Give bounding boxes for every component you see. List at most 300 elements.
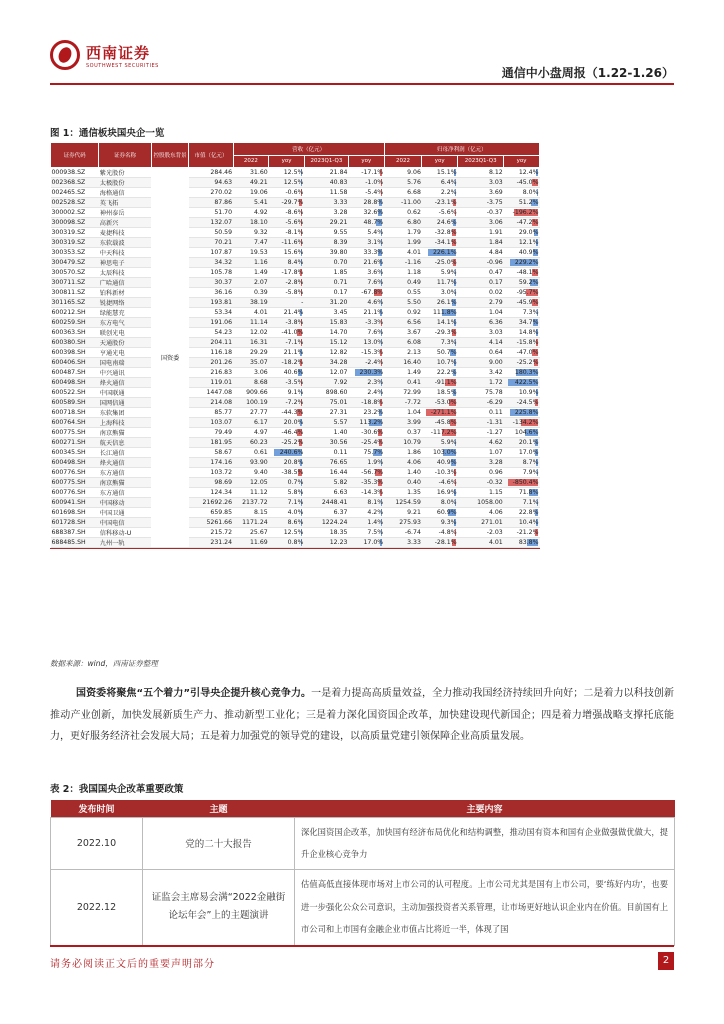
cell-np-2022	[384, 248, 422, 258]
cell-rev-yoy	[269, 358, 305, 368]
cell-rev-yoy	[269, 428, 305, 438]
cell-value: 3.1%	[367, 239, 384, 246]
cell-value: 300319.SZ	[51, 229, 86, 236]
cell-rev-yoy	[269, 178, 305, 188]
cell-np-yoy	[422, 398, 458, 408]
cell-value: 6.68	[407, 189, 421, 196]
cell-rev-2023	[304, 398, 348, 408]
cell-value: 600406.SH	[51, 359, 86, 366]
cell-value: 1254.59	[395, 499, 421, 506]
logo-name-cn: 西南证券	[86, 43, 151, 62]
cell-rev-2023	[304, 308, 348, 318]
cell-np-yoy	[422, 388, 458, 398]
cell-value: 8.12	[488, 169, 503, 176]
cell-value: 15.6%	[283, 249, 304, 256]
table-row	[51, 528, 540, 538]
cell-rev-2022	[233, 188, 269, 198]
cell-value: -10.3%	[434, 469, 457, 476]
cell-rev-yoy2	[348, 278, 384, 288]
cell-rev-yoy2	[348, 188, 384, 198]
table-row	[51, 398, 540, 408]
table-row	[51, 378, 540, 388]
cell-mcap	[189, 418, 233, 428]
cell-value: -14.3%	[361, 489, 384, 496]
cell-value: -6.74	[404, 529, 421, 536]
cell-np-2022	[384, 188, 422, 198]
cell-rev-yoy2	[348, 508, 384, 518]
cell-mcap	[189, 298, 233, 308]
cell-value: 688387.SH	[51, 529, 86, 536]
cell-value: 8.0%	[522, 189, 539, 196]
cell-value: 5.4%	[367, 229, 384, 236]
cell-value: 南京熊猫	[99, 430, 125, 437]
cell-value: 6.37	[333, 509, 348, 516]
cell-np-2022	[384, 448, 422, 458]
cell-value: -15.8%	[516, 339, 539, 346]
cell-value: 8.1%	[367, 499, 384, 506]
cell-value: 0.92	[407, 309, 421, 316]
cell-value: 898.60	[325, 389, 348, 396]
cell-np-2022	[384, 388, 422, 398]
cell-mcap	[189, 318, 233, 328]
cell-rev-2023	[304, 438, 348, 448]
cell-mcap	[189, 268, 233, 278]
cell-mcap	[189, 398, 233, 408]
table-row	[51, 348, 540, 358]
cell-value: 1.35	[407, 489, 421, 496]
cell-mcap	[189, 468, 233, 478]
cell-rev-yoy	[269, 278, 305, 288]
cell-value: 0.49	[407, 279, 421, 286]
cell-value: 2.3%	[367, 379, 384, 386]
cell-value: 4.6%	[367, 299, 384, 306]
cell-rev-2022	[233, 288, 269, 298]
cell-value: 东方电气	[99, 320, 125, 327]
cell-np-yoy2	[504, 308, 540, 318]
cell-np-yoy	[422, 318, 458, 328]
table-row	[51, 408, 540, 418]
cell-rev-yoy2	[348, 358, 384, 368]
cell-np-yoy2	[504, 198, 540, 208]
cell-rev-2022	[233, 278, 269, 288]
cell-name	[99, 328, 151, 338]
cell-np-yoy	[422, 168, 458, 178]
cell-rev-2023	[304, 478, 348, 488]
cell-value: 3.99	[407, 419, 421, 426]
cell-value: 1.99	[407, 239, 421, 246]
cell-value: 12.4%	[518, 169, 539, 176]
cell-value: 9.55	[333, 229, 348, 236]
cell-mcap	[189, 408, 233, 418]
cell-rev-2023	[304, 428, 348, 438]
table-row	[51, 258, 540, 268]
cell-value: 0.11	[333, 449, 348, 456]
cell-value: 联创光电	[99, 330, 125, 337]
cell-np-2023	[458, 168, 504, 178]
cell-value: 6.63	[333, 489, 348, 496]
cell-rev-2022	[233, 388, 269, 398]
figure-title: 图 1：通信板块国央企一览	[50, 128, 165, 139]
cell-rev-yoy2	[348, 488, 384, 498]
cell-value: -95.7%	[516, 289, 539, 296]
cell-mcap	[189, 478, 233, 488]
cell-np-2023	[458, 458, 504, 468]
cell-value: 51.70	[214, 209, 233, 216]
cell-np-yoy	[422, 498, 458, 508]
cell-mcap	[189, 258, 233, 268]
cell-rev-2022	[233, 298, 269, 308]
cell-np-2023	[458, 418, 504, 428]
cell-value: -5.4%	[365, 189, 384, 196]
header-code: 证券代码	[51, 143, 99, 168]
cell-np-yoy	[422, 528, 458, 538]
cell-rev-2022	[233, 528, 269, 538]
cell-code	[51, 488, 99, 498]
cell-controller: 国资委	[151, 168, 189, 548]
cell-rev-2023	[304, 218, 348, 228]
cell-np-2023	[458, 518, 504, 528]
header-np-yoy: yoy	[422, 155, 458, 168]
cell-rev-yoy	[269, 468, 305, 478]
cell-value: 3.33	[333, 199, 348, 206]
cell-value: -41.0%	[281, 329, 304, 336]
cell-value: 7.3%	[440, 339, 457, 346]
cell-rev-yoy2	[348, 218, 384, 228]
cell-value: -47.2%	[516, 219, 539, 226]
cell-value: 191.06	[210, 319, 233, 326]
cell-value: -3.3%	[365, 319, 384, 326]
cell-np-yoy2	[504, 188, 540, 198]
cell-name	[99, 518, 151, 528]
cell-value: 75.01	[329, 399, 348, 406]
cell-rev-yoy2	[348, 328, 384, 338]
cell-np-2022	[384, 408, 422, 418]
cell-value: -1.0%	[365, 179, 384, 186]
cell-value: 0.71	[333, 279, 348, 286]
cell-np-2022	[384, 298, 422, 308]
cell-name	[99, 468, 151, 478]
cell-mcap	[189, 438, 233, 448]
cell-value: 35.07	[250, 359, 268, 366]
cell-value: 12.82	[329, 349, 348, 356]
cell-np-yoy2	[504, 278, 540, 288]
cell-np-2023	[458, 258, 504, 268]
cell-rev-2023	[304, 288, 348, 298]
cell-rev-yoy2	[348, 498, 384, 508]
cell-value: 105.78	[210, 269, 233, 276]
cell-value: 1.79	[407, 229, 421, 236]
cell-np-yoy	[422, 208, 458, 218]
cell-rev-2022	[233, 508, 269, 518]
cell-mcap	[189, 288, 233, 298]
cell-value: 201.26	[210, 359, 233, 366]
cell-np-yoy2	[504, 338, 540, 348]
cell-value: 铂科新材	[99, 290, 125, 297]
cell-np-yoy2	[504, 418, 540, 428]
cell-value: 204.11	[210, 339, 233, 346]
header-np-2022: 2022	[384, 155, 422, 168]
cell-rev-yoy	[269, 168, 305, 178]
cell-value: 29.21	[329, 219, 348, 226]
report-title: 通信中小盘周报（1.22-1.26）	[501, 66, 674, 80]
cell-value: 98.69	[214, 479, 233, 486]
cell-np-2022	[384, 488, 422, 498]
cell-rev-2023	[304, 448, 348, 458]
cell-value: 1.9%	[367, 459, 384, 466]
cell-np-yoy	[422, 538, 458, 548]
cell-rev-2022	[233, 428, 269, 438]
cell-value: 22.2%	[436, 369, 457, 376]
cell-value: 神思电子	[99, 260, 125, 267]
cell-mcap	[189, 348, 233, 358]
cell-np-2023	[458, 278, 504, 288]
cell-rev-2022	[233, 408, 269, 418]
cell-value: 225.8%	[514, 409, 539, 416]
cell-np-yoy	[422, 188, 458, 198]
cell-value: 27.31	[329, 409, 348, 416]
cell-value: -8.1%	[285, 229, 304, 236]
cell-rev-2022	[233, 498, 269, 508]
cell-value: 48.7%	[363, 219, 384, 226]
cell-value: 4.01	[407, 249, 421, 256]
cell-value: 0.17	[333, 289, 348, 296]
cell-value: 40.83	[329, 179, 348, 186]
cell-value: 28.8%	[363, 199, 384, 206]
cell-np-yoy	[422, 238, 458, 248]
cell-value: 8.4%	[287, 259, 304, 266]
cell-value: 25.67	[250, 529, 268, 536]
cell-value: -4.8%	[438, 529, 457, 536]
cell-value: 2.4%	[367, 389, 384, 396]
cell-value: 16.31	[250, 339, 268, 346]
cell-value: 226.1%	[432, 249, 457, 256]
cell-value: 1.04	[407, 409, 421, 416]
cell-np-2023	[458, 368, 504, 378]
cell-value: 9.3%	[440, 519, 457, 526]
cell-value: 广哈通信	[99, 280, 125, 287]
cell-np-yoy2	[504, 378, 540, 388]
cell-value: -5.6%	[438, 209, 457, 216]
cell-value: 300711.SZ	[51, 279, 86, 286]
figure-source: 数据来源：wind，西南证券整理	[50, 659, 158, 668]
table-row	[51, 478, 540, 488]
cell-value: -	[301, 299, 304, 306]
cell-rev-2023	[304, 498, 348, 508]
cell-value: -45.9%	[516, 299, 539, 306]
cell-code	[51, 188, 99, 198]
cell-np-2023	[458, 298, 504, 308]
cell-value: 600259.SH	[51, 319, 86, 326]
cell-value: 601728.SH	[51, 519, 86, 526]
cell-np-yoy	[422, 408, 458, 418]
cell-rev-yoy2	[348, 388, 384, 398]
cell-value: 1.86	[407, 449, 421, 456]
cell-value: 3.06	[488, 219, 503, 226]
cell-np-2023	[458, 498, 504, 508]
cell-np-2023	[458, 508, 504, 518]
cell-value: 9.21	[407, 509, 421, 516]
cell-value: 12.02	[250, 329, 268, 336]
cell-np-2023	[458, 178, 504, 188]
cell-name	[99, 198, 151, 208]
cell-value: 600363.SH	[51, 329, 86, 336]
cell-value: 12.1%	[518, 239, 539, 246]
cell-value: -25.4%	[361, 439, 384, 446]
table-row	[51, 518, 540, 528]
cell-code	[51, 328, 99, 338]
cell-value: 600212.SH	[51, 309, 86, 316]
cell-code	[51, 388, 99, 398]
cell-value: 烽火通信	[99, 380, 125, 387]
cell-np-yoy2	[504, 488, 540, 498]
paragraph-lead: 国资委将聚焦“五个着力”引导央企提升核心竞争力。	[76, 688, 312, 699]
cell-value: -15.3%	[361, 349, 384, 356]
cell-value: 1.49	[253, 269, 268, 276]
cell-value: 284.46	[210, 169, 233, 176]
cell-value: 58.67	[214, 449, 233, 456]
cell-value: 5261.66	[206, 519, 233, 526]
cell-code	[51, 308, 99, 318]
cell-rev-yoy2	[348, 208, 384, 218]
cell-code	[51, 538, 99, 548]
cell-np-yoy2	[504, 408, 540, 418]
cell-value: 7.5%	[367, 529, 384, 536]
cell-value: 紫光股份	[99, 170, 125, 177]
cell-value: 4.14	[488, 339, 503, 346]
cell-np-2023	[458, 248, 504, 258]
cell-value: 1.40	[333, 429, 348, 436]
cell-rev-2022	[233, 438, 269, 448]
cell-value: 12.23	[329, 539, 348, 546]
cell-np-yoy	[422, 298, 458, 308]
cell-value: 东方通信	[99, 490, 125, 497]
cell-rev-2022	[233, 448, 269, 458]
cell-code	[51, 298, 99, 308]
footer-disclaimer: 请务必阅读正文后的重要声明部分	[50, 959, 215, 970]
cell-rev-2022	[233, 268, 269, 278]
cell-value: 59.2%	[518, 279, 539, 286]
policy-topic: 党的二十大报告	[143, 817, 295, 869]
cell-value: 193.81	[210, 299, 233, 306]
cell-np-yoy2	[504, 248, 540, 258]
cell-value: 15.1%	[436, 169, 457, 176]
cell-name	[99, 188, 151, 198]
cell-np-2023	[458, 268, 504, 278]
cell-value: 34.32	[214, 259, 233, 266]
cell-name	[99, 278, 151, 288]
cell-value: -7.72	[404, 399, 421, 406]
cell-value: 50.7%	[436, 349, 457, 356]
cell-value: 002368.SZ	[51, 179, 86, 186]
cell-rev-2022	[233, 198, 269, 208]
cell-value: -7.2%	[285, 399, 304, 406]
cell-code	[51, 498, 99, 508]
cell-mcap	[189, 498, 233, 508]
cell-np-yoy	[422, 328, 458, 338]
cell-name	[99, 218, 151, 228]
header-profit-group: 归母净利润（亿元）	[384, 143, 539, 156]
cell-value: 300811.SZ	[51, 289, 86, 296]
cell-value: 7.6%	[367, 279, 384, 286]
cell-value: 1058.00	[477, 499, 503, 506]
cell-rev-yoy2	[348, 178, 384, 188]
cell-np-yoy	[422, 228, 458, 238]
cell-rev-yoy2	[348, 238, 384, 248]
cell-value: 34.28	[329, 359, 348, 366]
cell-name	[99, 208, 151, 218]
cell-np-yoy2	[504, 218, 540, 228]
cell-mcap	[189, 198, 233, 208]
header-rev-yoy: yoy	[269, 155, 305, 168]
cell-value: -28.1%	[434, 539, 457, 546]
cell-value: -35.3%	[361, 479, 384, 486]
header-name: 证券名称	[99, 143, 151, 168]
cell-mcap	[189, 328, 233, 338]
cell-rev-yoy2	[348, 298, 384, 308]
cell-value: 神州泰岳	[99, 210, 125, 217]
cell-np-yoy2	[504, 508, 540, 518]
cell-rev-yoy	[269, 498, 305, 508]
cell-mcap	[189, 208, 233, 218]
cell-rev-yoy	[269, 448, 305, 458]
cell-rev-yoy2	[348, 348, 384, 358]
cell-value: -0.37	[486, 209, 503, 216]
cell-np-yoy2	[504, 348, 540, 358]
cell-value: 300570.SZ	[51, 269, 86, 276]
cell-value: 11.7%	[436, 279, 457, 286]
header-revenue-group: 营收（亿元）	[233, 143, 384, 156]
cell-np-2022	[384, 268, 422, 278]
cell-value: 英飞拓	[99, 200, 119, 207]
cell-value: 75.78	[485, 389, 503, 396]
cell-value: 国网信通	[99, 400, 125, 407]
cell-value: 太辰科技	[99, 270, 125, 277]
cell-code	[51, 238, 99, 248]
soe-table-body	[51, 168, 540, 548]
policy-content: 估值高低直接体现市场对上市公司的认可程度。上市公司尤其是国有上市公司，要‘练好内功’，也要进一步强化公众公司意识，主动加强投资者关系管理，让市场更好地认识企业内在价值。目前国有上市公司和上市国有金融企业市值占比将近一半，体现了国	[295, 869, 675, 945]
cell-value: -67.8%	[361, 289, 384, 296]
cell-value: 38.19	[250, 299, 268, 306]
policy-content: 深化国资国企改革，加快国有经济布局优化和结构调整，推动国有资本和国有企业做强做优做大，提升企业核心竞争力	[295, 817, 675, 869]
cell-np-2022	[384, 208, 422, 218]
cell-value: 104.6%	[514, 429, 539, 436]
cell-value: 1.84	[488, 239, 503, 246]
cell-rev-2022	[233, 168, 269, 178]
cell-value: -17.8%	[281, 269, 304, 276]
cell-value: 002528.SZ	[51, 199, 86, 206]
cell-code	[51, 248, 99, 258]
cell-np-yoy	[422, 508, 458, 518]
table-row	[51, 218, 540, 228]
cell-value: 1.07	[488, 449, 503, 456]
table-row	[51, 298, 540, 308]
cell-value: 215.72	[210, 529, 233, 536]
cell-value: 300002.SZ	[51, 209, 86, 216]
cell-value: 600498.SH	[51, 459, 86, 466]
cell-np-2022	[384, 418, 422, 428]
cell-code	[51, 398, 99, 408]
cell-rev-2023	[304, 188, 348, 198]
cell-value: -271.1%	[430, 409, 457, 416]
cell-value: 22.8%	[518, 509, 539, 516]
cell-value: 9.40	[253, 469, 268, 476]
cell-rev-yoy	[269, 208, 305, 218]
cell-value: 33.3%	[363, 249, 384, 256]
cell-rev-2023	[304, 228, 348, 238]
cell-np-yoy	[422, 258, 458, 268]
cell-value: 中国联通	[99, 390, 125, 397]
cell-value: 1.16	[253, 259, 268, 266]
